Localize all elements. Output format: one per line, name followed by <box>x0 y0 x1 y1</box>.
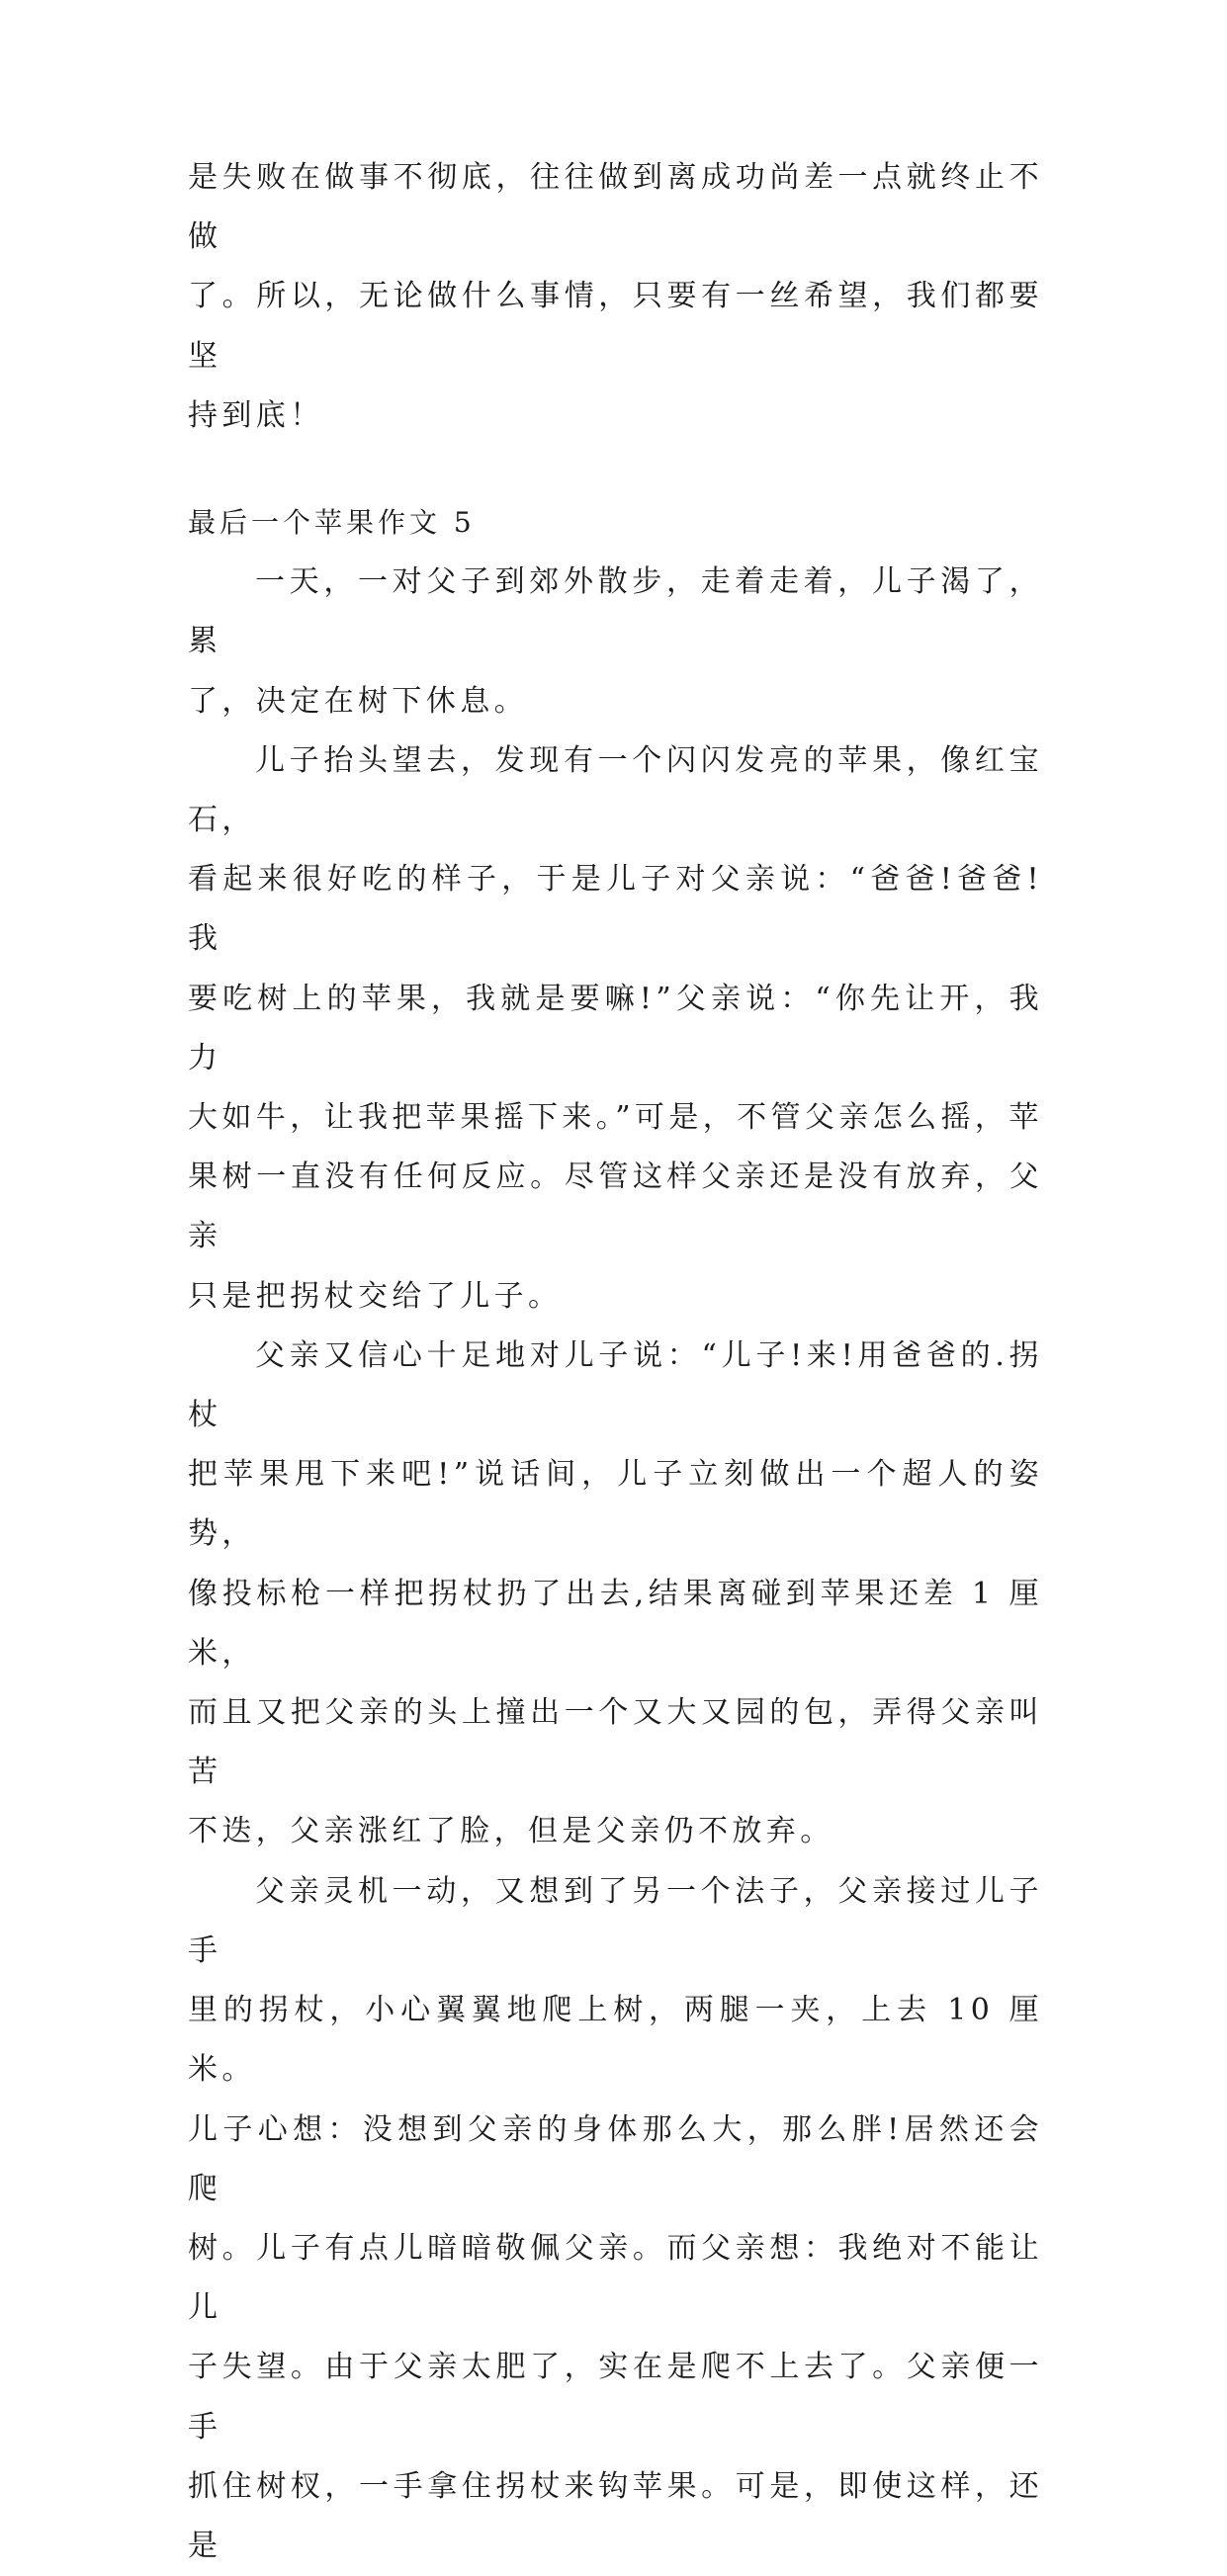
section-title: 最后一个苹果作文 5 <box>188 506 476 540</box>
document-page <box>188 148 1043 2576</box>
body-paragraph-3: 父亲又信心十足地对儿子说：“儿子!来!用爸爸的.拐杖 把苹果甩下来吧!”说话间，儿子立刻做出一个超人的姿势， 像投标枪一样把拐杖扔了出去,结果离碰到苹果还差 1 厘米， 而且又把父亲的头上撞出一个又大又园的包，弄得父亲叫苦 不迭，父亲涨红了脸，但是父亲仍不放弃。 <box>188 1337 1043 1849</box>
body-paragraph-1: 一天，一对父子到郊外散步，走着走着，儿子渴了，累 了，决定在树下休息。 <box>188 564 1043 719</box>
intro-paragraph: 是失败在做事不彻底，往往做到离成功尚差一点就终止不做 了。所以，无论做什么事情，只要有一丝希望，我们都要坚 持到底！ <box>188 160 1043 433</box>
body-paragraph-2: 儿子抬头望去，发现有一个闪闪发亮的苹果，像红宝石， 看起来很好吃的样子，于是儿子对父亲说：“爸爸!爸爸!我 要吃树上的苹果，我就是要嘛!”父亲说：“你先让开，我力 大如牛，让我把苹果摇下来。”可是，不管父亲怎么摇，苹 果树一直没有任何反应。尽管这样父亲还是没有放弃，父亲 只是把拐杖交给了儿子。 <box>188 742 1043 1314</box>
body-paragraph-4: 父亲灵机一动，又想到了另一个法子，父亲接过儿子手 里的拐杖，小心翼翼地爬上树，两腿一夹，上去 10 厘米。 儿子心想：没想到父亲的身体那么大，那么胖!居然还会爬 树。儿子有点儿暗暗敬佩父亲。而父亲想：我绝对不能让儿 子失望。由于父亲太肥了，实在是爬不上去了。父亲便一手 抓住树杈，一手拿住拐杖来钩苹果。可是，即使这样，还是 <box>188 1873 1043 2563</box>
